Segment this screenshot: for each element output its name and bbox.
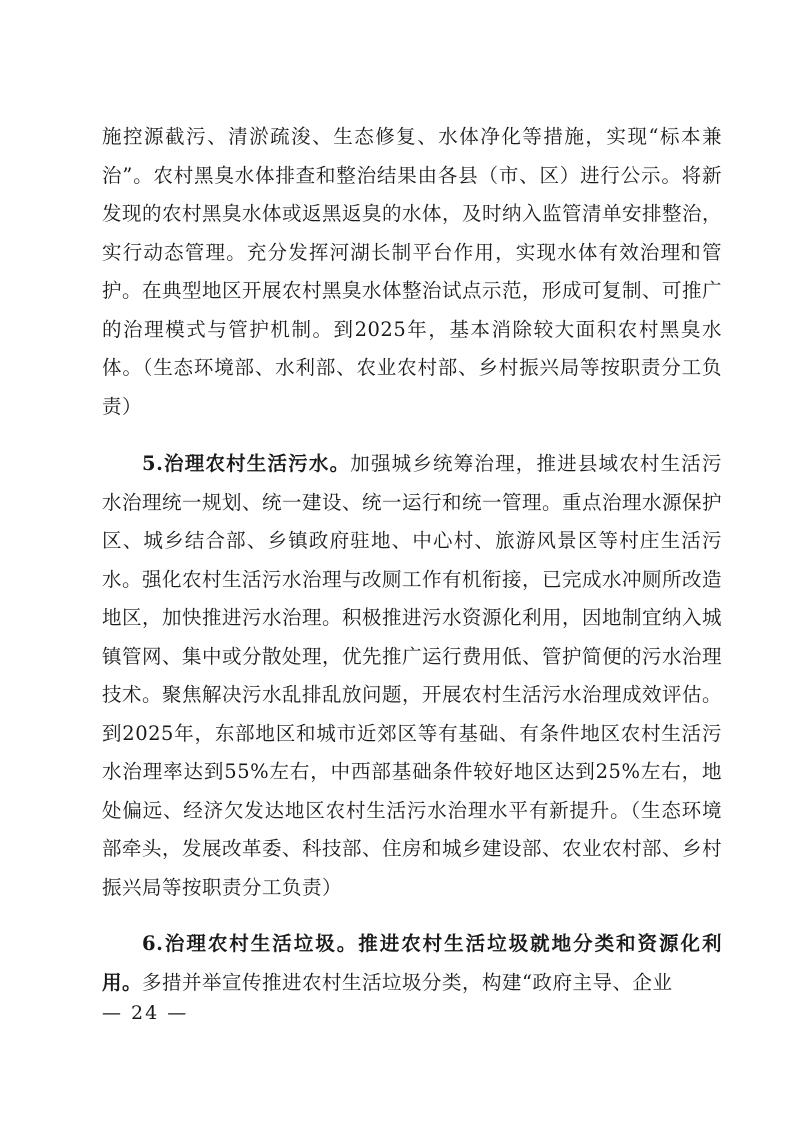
- page-number: — 24 —: [102, 1002, 189, 1024]
- section-heading: 5.治理农村生活污水。: [142, 452, 351, 475]
- paragraph-text: 多措并举宣传推进农村生活垃圾分类，构建“政府主导、企业: [142, 970, 673, 994]
- section-heading: 6.治理农村生活垃圾。推进农村生活垃圾就地分类和资源化利用。: [102, 932, 722, 994]
- paragraph-rural-sewage: [102, 445, 722, 907]
- paragraph-rural-garbage: [102, 925, 722, 1002]
- paragraph-black-odorous-water: [102, 118, 722, 426]
- paragraph-text: 施控源截污、清淤疏浚、生态修复、水体净化等措施，实现“标本兼治”。农村黑臭水体排查和整治结果由各县（市、区）进行公示。将新发现的农村黑臭水体或返黑返臭的水体，及时纳入监管清单安排整治，实行动态管理。充分发挥河湖长制平台作用，实现水体有效治理和管护。在典型地区开展农村黑臭水体整治试点示范，形成可复制、可推广的治理模式与管护机制。到2025年，基本消除较大面积农村黑臭水体。（生态环境部、水利部、农业农村部、乡村振兴局等按职责分工负责）: [102, 125, 723, 418]
- paragraph-text: 加强城乡统筹治理，推进县域农村生活污水治理统一规划、统一建设、统一运行和统一管理。重点治理水源保护区、城乡结合部、乡镇政府驻地、中心村、旅游风景区等村庄生活污水。强化农村生活污水治理与改厕工作有机衔接，已完成水冲厕所改造地区，加快推进污水治理。积极推进污水资源化利用，因地制宜纳入城镇管网、集中或分散处理，优先推广运行费用低、管护简便的污水治理技术。聚焦解决污水乱排乱放问题，开展农村生活污水治理成效评估。到2025年，东部地区和城市近郊区等有基础、有条件地区农村生活污水治理率达到55%左右，中西部基础条件较好地区达到25%左右，地处偏远、经济欠发达地区农村生活污水治理水平有新提升。（生态环境部牵头，发展改革委、科技部、住房和城乡建设部、农业农村部、乡村振兴局等按职责分工负责）: [102, 452, 723, 899]
